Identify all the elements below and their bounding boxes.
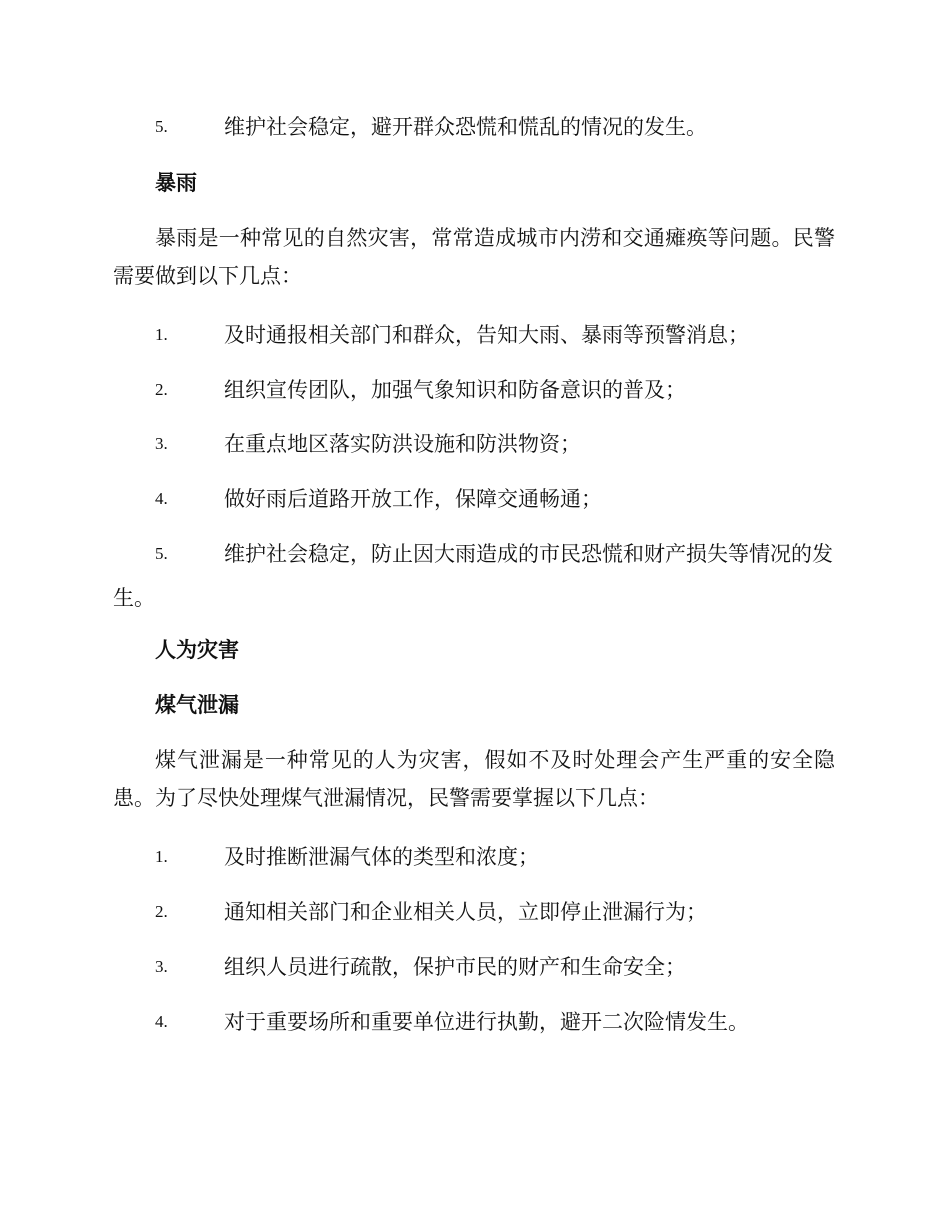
list-number: 2. — [155, 902, 168, 921]
list-text: 维护社会稳定，避开群众恐慌和慌乱的情况的发生。 — [224, 115, 707, 139]
list-text: 通知相关部门和企业相关人员，立即停止泄漏行为； — [224, 900, 707, 924]
paragraph-rainstorm-intro: 暴雨是一种常见的自然灾害，常常造成城市内涝和交通瘫痪等问题。民警需要做到以下几点： — [113, 226, 835, 288]
list-number: 2. — [155, 380, 168, 399]
list-number: 3. — [155, 957, 168, 976]
list-item — [155, 375, 831, 405]
list-item — [155, 429, 831, 459]
list-number: 1. — [155, 325, 168, 344]
list-item — [155, 897, 831, 927]
list-text: 及时通报相关部门和群众，告知大雨、暴雨等预警消息； — [224, 323, 749, 347]
list-item — [155, 320, 831, 350]
list-item — [155, 484, 831, 514]
paragraph-gas-leak-intro: 煤气泄漏是一种常见的人为灾害，假如不及时处理会产生严重的安全隐患。为了尽快处理煤气泄漏情况，民警需要掌握以下几点： — [113, 748, 835, 810]
list-number: 5. — [155, 544, 168, 563]
list-text: 及时推断泄漏气体的类型和浓度； — [224, 845, 539, 869]
section-heading-rainstorm: 暴雨 — [155, 171, 197, 195]
list-item — [155, 952, 831, 982]
list-number: 4. — [155, 1012, 168, 1031]
list-text: 组织人员进行疏散，保护市民的财产和生命安全； — [224, 955, 686, 979]
list-item — [155, 1007, 831, 1037]
list-item — [113, 532, 835, 620]
list-number: 1. — [155, 847, 168, 866]
list-item — [155, 842, 831, 872]
section-heading-man-made-disaster: 人为灾害 — [155, 638, 239, 662]
section-heading-gas-leak: 煤气泄漏 — [155, 693, 239, 717]
list-number: 5. — [155, 117, 168, 136]
list-number: 4. — [155, 489, 168, 508]
list-item — [155, 112, 831, 142]
list-text: 对于重要场所和重要单位进行执勤，避开二次险情发生。 — [224, 1010, 749, 1034]
list-text: 维护社会稳定，防止因大雨造成的市民恐慌和财产损失等情况的发生。 — [113, 542, 833, 610]
list-number: 3. — [155, 434, 168, 453]
list-text: 做好雨后道路开放工作，保障交通畅通； — [224, 487, 602, 511]
list-text: 在重点地区落实防洪设施和防洪物资； — [224, 432, 581, 456]
list-text: 组织宣传团队，加强气象知识和防备意识的普及； — [224, 378, 686, 402]
